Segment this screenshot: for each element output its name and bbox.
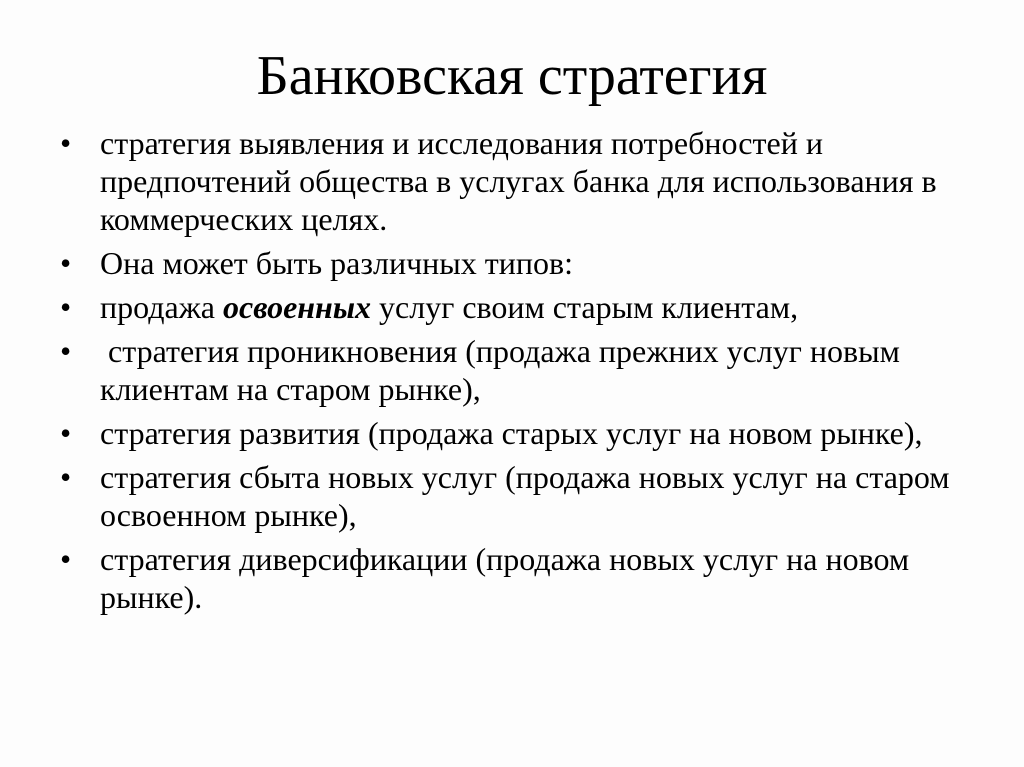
bullet-text-pre: продажа [100, 289, 223, 325]
bullet-text: стратегия диверсификации (продажа новых услуг на новом рынке). [100, 541, 910, 615]
bullet-item-penetration [60, 332, 980, 408]
bullet-item-sales [60, 288, 980, 326]
bullet-icon: • [60, 459, 72, 495]
bullet-text: стратегия развития (продажа старых услуг на новом рынке), [100, 415, 923, 451]
bullet-text-post: услуг своим старым клиентам, [371, 289, 799, 325]
bullet-icon: • [60, 245, 72, 281]
bullet-text: стратегия выявления и исследования потребностей и предпочтений общества в услугах банка для использования в коммерческих целях. [100, 125, 937, 237]
bullet-text: Она может быть различных типов: [100, 245, 574, 281]
bullet-list [60, 124, 980, 622]
bullet-item-development [60, 414, 980, 452]
bullet-icon: • [60, 289, 72, 325]
bullet-icon: • [60, 333, 72, 369]
bullet-item-diversification [60, 540, 980, 616]
bullet-icon: • [60, 415, 72, 451]
bullet-icon: • [60, 541, 72, 577]
bullet-icon: • [60, 125, 72, 161]
slide-title: Банковская стратегия [256, 45, 768, 107]
bullet-text: стратегия проникновения (продажа прежних услуг новым клиентам на старом рынке), [100, 333, 908, 407]
bullet-item-types [60, 244, 980, 282]
bullet-item-new-services [60, 458, 980, 534]
bullet-item-definition [60, 124, 980, 238]
bullet-text-emphasis: освоенных [223, 289, 372, 325]
bullet-text: стратегия сбыта новых услуг (продажа новых услуг на старом освоенном рынке), [100, 459, 950, 533]
